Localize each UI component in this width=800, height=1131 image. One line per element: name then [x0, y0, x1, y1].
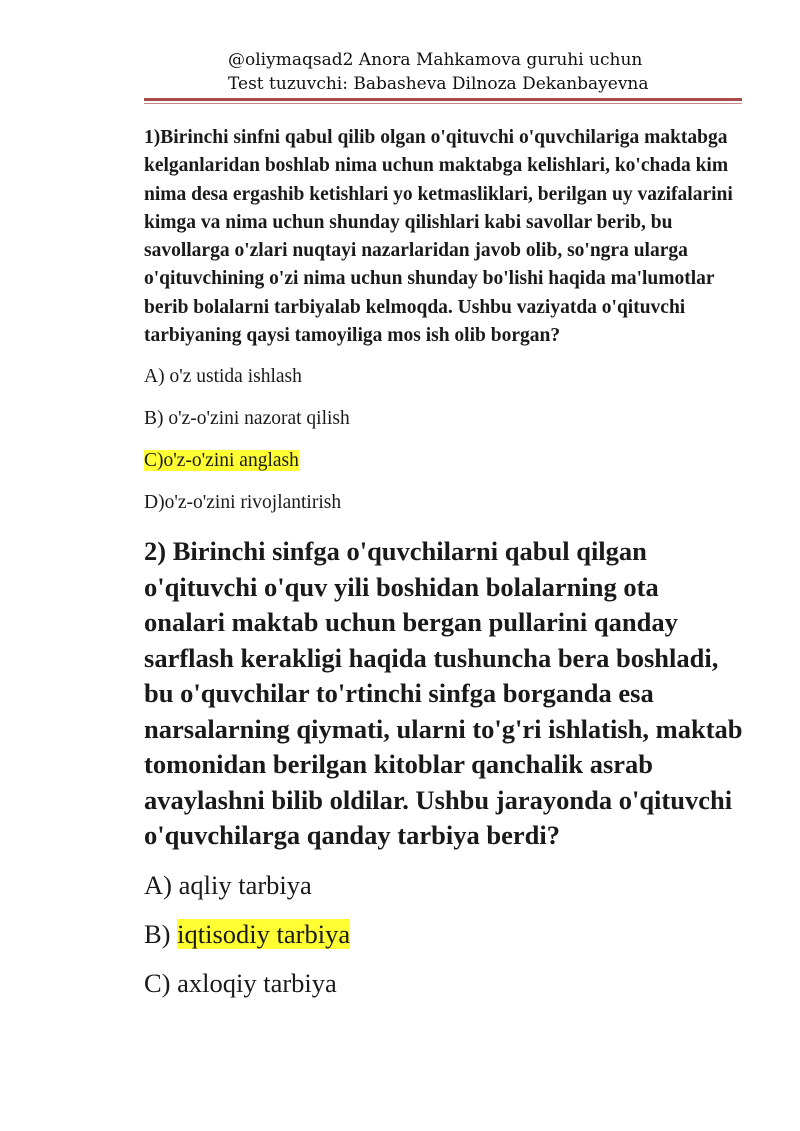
- question-1-text: 1)Birinchi sinfni qabul qilib olgan o'qituvchi o'quvchilariga maktabga kelganlaridan boshlab nima uchun maktabga kelishlari, ko'chada kim nima desa ergashib ketishlari yo ketmasliklari, berilgan uy vazifalarini kimga va nima uchun shunday qilishlari kabi savollar berib, bu savollarga o'zlari nuqtayi nazarlaridan javob olib, so'ngra ularga o'qituvchining o'zi nima uchun shunday bo'lishi haqida ma'lumotlar berib bolalarni tarbiyalab kelmoqda. Ushbu vaziyatda o'qituvchi tarbiyaning qaysi tamoyiliga mos ish olib borgan?: [144, 127, 733, 347]
- question-2-option-b: [144, 917, 744, 951]
- option-text-highlighted: iqtisodiy tarbiya: [177, 918, 351, 949]
- question-2-option-c: [144, 966, 744, 1000]
- question-1-option-a: [144, 364, 744, 390]
- option-text: aqliy tarbiya: [178, 869, 312, 900]
- page-header: [228, 48, 649, 96]
- header-divider-thin: [144, 103, 742, 104]
- option-text: B) o'z-o'zini nazorat qilish: [144, 408, 350, 430]
- document-body: [144, 124, 744, 1000]
- option-prefix: A): [144, 869, 179, 900]
- option-text: axloqiy tarbiya: [177, 967, 337, 998]
- question-2-option-a: [144, 868, 744, 902]
- option-text: A) o'z ustida ishlash: [144, 366, 302, 388]
- option-prefix: B): [144, 918, 178, 949]
- question-1-option-b: [144, 406, 744, 432]
- header-line-2: Test tuzuvchi: Babasheva Dilnoza Dekanbayevna: [228, 74, 649, 94]
- option-text-highlighted: C)o'z-o'zini anglash: [144, 450, 299, 472]
- header-line-1: @oliymaqsad2 Anora Mahkamova guruhi uchun: [228, 50, 643, 70]
- question-1-option-d: [144, 490, 744, 516]
- option-text: D)o'z-o'zini rivojlantirish: [144, 492, 342, 514]
- option-prefix: C): [144, 967, 178, 998]
- question-2-text: 2) Birinchi sinfga o'quvchilarni qabul qilgan o'qituvchi o'quv yili boshidan bolalarning ota onalari maktab uchun bergan pullarini qanday sarflash kerakligi haqida tushuncha bera boshladi, bu o'quvchilar to'rtinchi sinfga borganda esa narsalarning qiymati, ularni to'g'ri ishlatish, maktab tomonidan berilgan kitoblar qanchalik asrab avaylashni bilib oldilar. Ushbu jarayonda o'qituvchi o'quvchilarga qanday tarbiya berdi?: [144, 536, 743, 851]
- header-divider: [144, 98, 742, 101]
- question-1-option-c: [144, 448, 744, 474]
